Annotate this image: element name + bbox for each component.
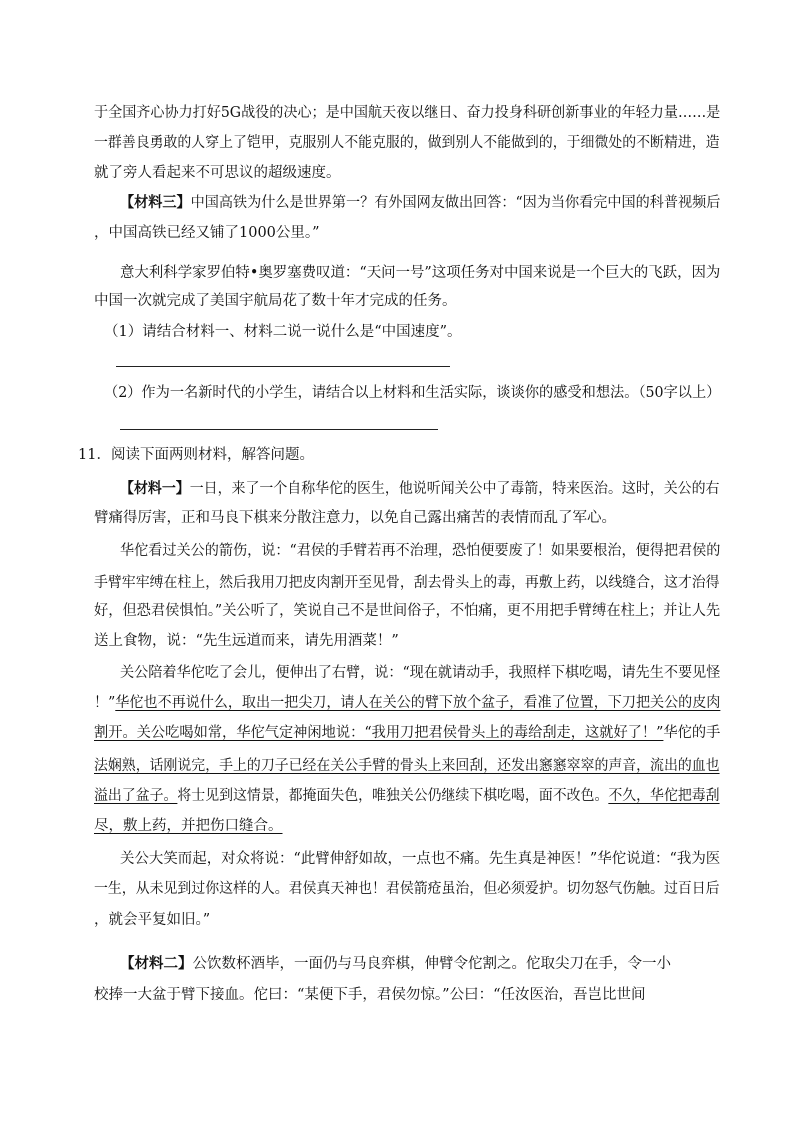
text-line: 一群善良勇敢的人穿上了铠甲，克服别人不能克服的，做到别人不能做到的，于细微处的不断精进，造 bbox=[94, 135, 720, 151]
text-line: 校捧一大盆于臂下接血。佗曰：“某便下手，君侯勿惊。”公曰：“任汝医治，吾岂比世间 bbox=[94, 987, 646, 1003]
underlined-text: 华佗也不再说什么，取出一把尖刀，请人在关公的臂下放个盆子，看准了位置，下刀把关公的皮肉 bbox=[115, 695, 721, 711]
text-line: 就了旁人看起来不可思议的超级速度。 bbox=[94, 165, 341, 181]
text-span: 华佗的手 bbox=[663, 725, 721, 741]
text-line: 于全国齐心协力打好5G战役的决心；是中国航天夜以继日、奋力投身科研创新事业的年轻力量……是 bbox=[94, 105, 721, 121]
text-line: ，中国高铁已经又铺了1000公里。” bbox=[94, 225, 320, 241]
text-span: 中国高铁为什么是世界第一？有外国网友做出回答：“因为当你看完中国的科普视频后 bbox=[190, 195, 721, 211]
text-line: 臂痛得厉害，正和马良下棋来分散注意力，以免自己露出痛苦的表情而乱了军心。 bbox=[94, 510, 616, 526]
underlined-passage-line bbox=[94, 816, 283, 836]
material-one-paragraph bbox=[120, 479, 719, 499]
underlined-passage-line bbox=[94, 786, 720, 806]
text-line: 关公陪着华佗吃了会儿，便伸出了右臂，说：“现在就请动手，我照样下棋吃喝，请先生不要见怪 bbox=[120, 665, 721, 681]
underlined-passage-line bbox=[94, 693, 720, 713]
text-line: 手臂牢牢缚在柱上，然后我用刀把皮肉割开至见骨，刮去骨头上的毒，再敷上药，以线缝合，这才治得 bbox=[94, 575, 720, 591]
answer-blank-2[interactable] bbox=[120, 429, 438, 430]
text-line: 中国一次就完成了美国宇航局花了数十年才完成的任务。 bbox=[94, 293, 457, 309]
underlined-passage-line bbox=[94, 756, 720, 776]
text-line: 华佗看过关公的箭伤，说：“君侯的手臂若再不治理，恐怕便要废了！如果要根治，便得把君侯的 bbox=[120, 543, 721, 559]
underlined-passage-line bbox=[94, 723, 720, 743]
underlined-text: 尽，敷上药，并把伤口缝合。 bbox=[94, 818, 283, 834]
underlined-text: 割开。关公吃喝如常，华佗气定神闲地说：“我用刀把君侯骨头上的毒给刮走，这就好了！” bbox=[94, 725, 664, 741]
question-11: 11．阅读下面两则材料，解答问题。 bbox=[78, 447, 314, 463]
material-label: 【材料三】 bbox=[120, 194, 191, 211]
underlined-text: 不久，华佗把毒刮 bbox=[608, 788, 720, 804]
material-label: 【材料一】 bbox=[120, 480, 190, 497]
underlined-text: 法娴熟，话刚说完，手上的刀子已经在关公手臂的骨头上来回刮，还发出窸窸窣窣的声音，流出的血也 bbox=[94, 758, 720, 774]
material-three-paragraph bbox=[120, 193, 720, 213]
question-2: （2）作为一名新时代的小学生，请结合以上材料和生活实际，谈谈你的感受和想法。（50字以上） bbox=[104, 385, 721, 401]
question-1: （1）请结合材料一、材料二说一说什么是“中国速度”。 bbox=[104, 324, 462, 340]
text-span: 公饮数杯酒毕，一面仍与马良弈棋，伸臂令佗割之。佗取尖刀在手，令一小 bbox=[192, 956, 671, 972]
text-line: ，就会平复如旧。” bbox=[94, 912, 211, 928]
text-line: 意大利科学家罗伯特•奥罗塞费叹道：“天问一号”这项任务对中国来说是一个巨大的飞跃，因为 bbox=[120, 265, 721, 281]
material-label: 【材料二】 bbox=[120, 955, 193, 972]
text-line: 一生，从未见到过你这样的人。君侯真天神也！君侯箭疮虽治，但必须爱护。切勿怒气伤触。过百日后 bbox=[94, 881, 720, 897]
text-span: 一日，来了一个自称华佗的医生，他说听闻关公中了毒箭，特来医治。这时，关公的右 bbox=[189, 481, 720, 497]
material-two-paragraph bbox=[120, 954, 671, 974]
text-span: ！” bbox=[94, 695, 116, 711]
text-line: 好，但恐君侯惧怕。”关公听了，笑说自己不是世间俗子，不怕痛，更不用把手臂缚在柱上；并让人先 bbox=[94, 603, 721, 619]
underlined-text: 溢出了盆子。 bbox=[94, 788, 178, 804]
text-span: 将士见到这情景，都掩面失色，唯独关公仍继续下棋吃喝，面不改色。 bbox=[177, 788, 609, 804]
text-line: 关公大笑而起，对众将说：“此臂伸舒如故，一点也不痛。先生真是神医！”华佗说道：“我为医 bbox=[120, 851, 721, 867]
answer-blank-1[interactable] bbox=[116, 366, 450, 367]
text-line: 送上食物，说：“先生远道而来，请先用酒菜！” bbox=[94, 633, 399, 649]
